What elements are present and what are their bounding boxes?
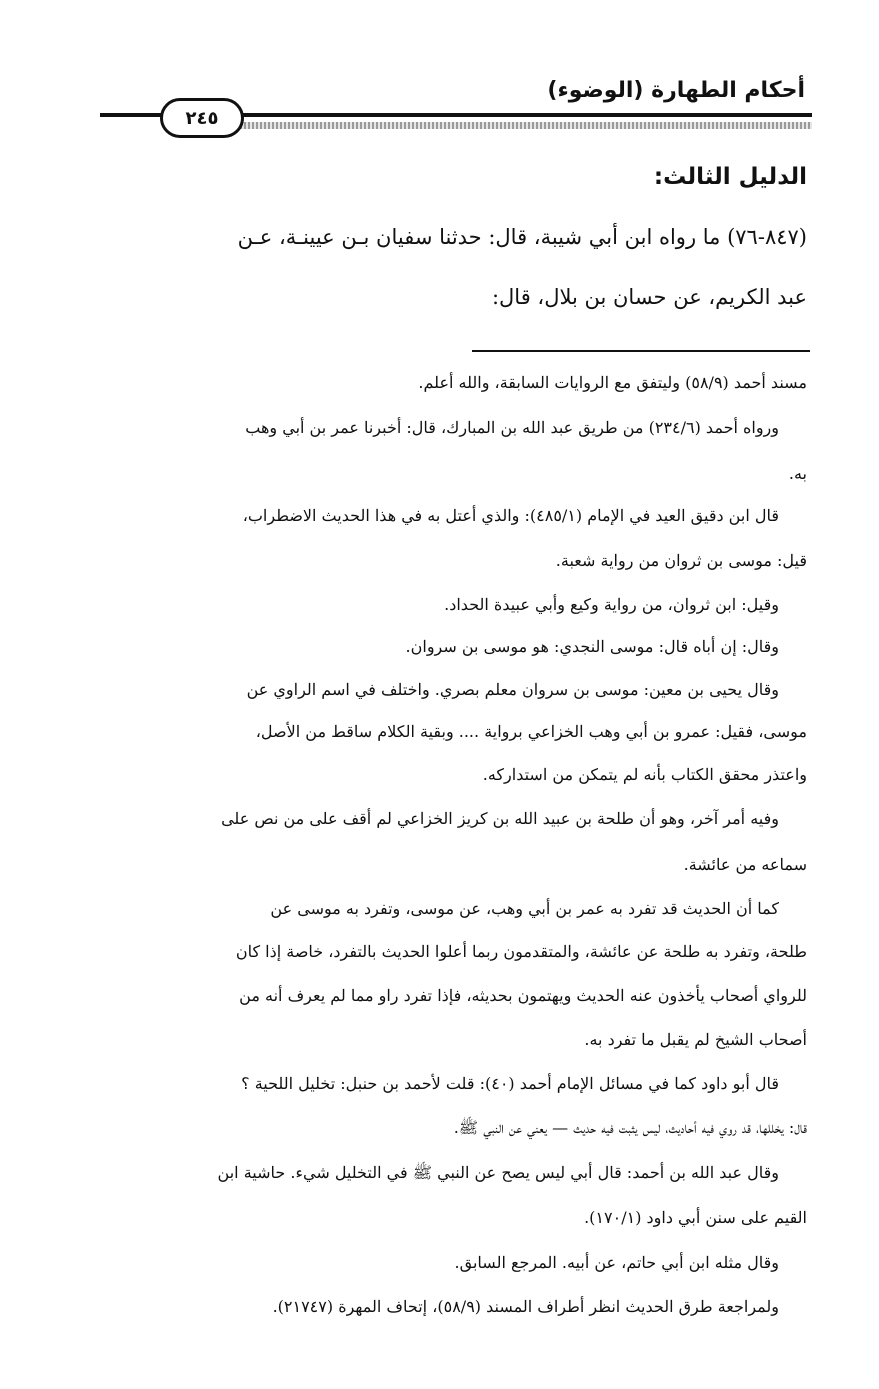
footnote-separator xyxy=(472,350,810,352)
footnote-line: أصحاب الشيخ لم يقبل ما تفرد به. xyxy=(584,1030,807,1049)
footnote-line: للرواي أصحاب يأخذون عنه الحديث ويهتمون بحديثه، فإذا تفرد راو مما لم يعرف أنه من xyxy=(239,986,807,1005)
footnote-line: سماعه من عائشة. xyxy=(683,855,807,874)
footnote-line: موسى، فقيل: عمرو بن أبي وهب الخزاعي برواية .... وبقية الكلام ساقط من الأصل، xyxy=(255,722,807,741)
footnote-line: مسند أحمد (٥٨/٩) وليتفق مع الروايات السابقة، والله أعلم. xyxy=(418,373,807,392)
footnote-line: وقال عبد الله بن أحمد: قال أبي ليس يصح عن النبي ﷺ في التخليل شيء. حاشية ابن xyxy=(217,1163,779,1182)
footnote-line: قال ابن دقيق العيد في الإمام (٤٨٥/١): والذي أعتل به في هذا الحديث الاضطراب، xyxy=(242,506,779,525)
footnote-line: وقال: إن أباه قال: موسى النجدي: هو موسى بن سروان. xyxy=(405,637,779,656)
footnote-line: كما أن الحديث قد تفرد به عمر بن أبي وهب، عن موسى، وتفرد به موسى عن xyxy=(270,899,779,918)
footnote-line: وقال يحيى بن معين: موسى بن سروان معلم بصري. واختلف في اسم الراوي عن xyxy=(246,680,779,699)
footnote-line: قال: يخللها، قد روي فيه أحاديث، ليس يثبت فيه حديث — يعني عن النبي ﷺ. xyxy=(453,1118,807,1137)
section-heading: الدليل الثالث: xyxy=(653,164,807,190)
footnote-line: واعتذر محقق الكتاب بأنه لم يتمكن من استداركه. xyxy=(482,765,807,784)
footnote-line: ولمراجعة طرق الحديث انظر أطراف المسند (٥٨/٩)، إتحاف المهرة (٢١٧٤٧). xyxy=(272,1297,779,1316)
footnote-line: ورواه أحمد (٢٣٤/٦) من طريق عبد الله بن المبارك، قال: أخبرنا عمر بن أبي وهب xyxy=(245,418,779,437)
page-number-badge xyxy=(160,98,244,138)
body-line: عبد الكريم، عن حسان بن بلال، قال: xyxy=(491,285,807,309)
page-number: ٢٤٥ xyxy=(185,107,219,129)
footnote-line: قيل: موسى بن ثروان من رواية شعبة. xyxy=(555,551,807,570)
footnote-line: وقيل: ابن ثروان، من رواية وكيع وأبي عبيدة الحداد. xyxy=(444,595,779,614)
header-hatched-rule xyxy=(236,122,812,129)
footnote-line: وقال مثله ابن أبي حاتم، عن أبيه. المرجع السابق. xyxy=(454,1253,779,1272)
footnote-line: قال أبو داود كما في مسائل الإمام أحمد (٤٠): قلت لأحمد بن حنبل: تخليل اللحية ؟ xyxy=(241,1074,779,1093)
body-line: (٨٤٧-٧٦) ما رواه ابن أبي شيبة، قال: حدثنا سفيان بـن عيينـة، عـن xyxy=(237,225,807,249)
footnote-line: وفيه أمر آخر، وهو أن طلحة بن عبيد الله بن كريز الخزاعي لم أقف على من نص على xyxy=(221,809,779,828)
footnote-line: طلحة، وتفرد به طلحة عن عائشة، والمتقدمون ربما أعلوا الحديث بالتفرد، خاصة إذا كان xyxy=(235,942,807,961)
footnote-line: به. xyxy=(788,464,807,483)
footnote-line: القيم على سنن أبي داود (١٧٠/١). xyxy=(584,1208,807,1227)
running-title: أحكام الطهارة (الوضوء) xyxy=(547,78,805,103)
